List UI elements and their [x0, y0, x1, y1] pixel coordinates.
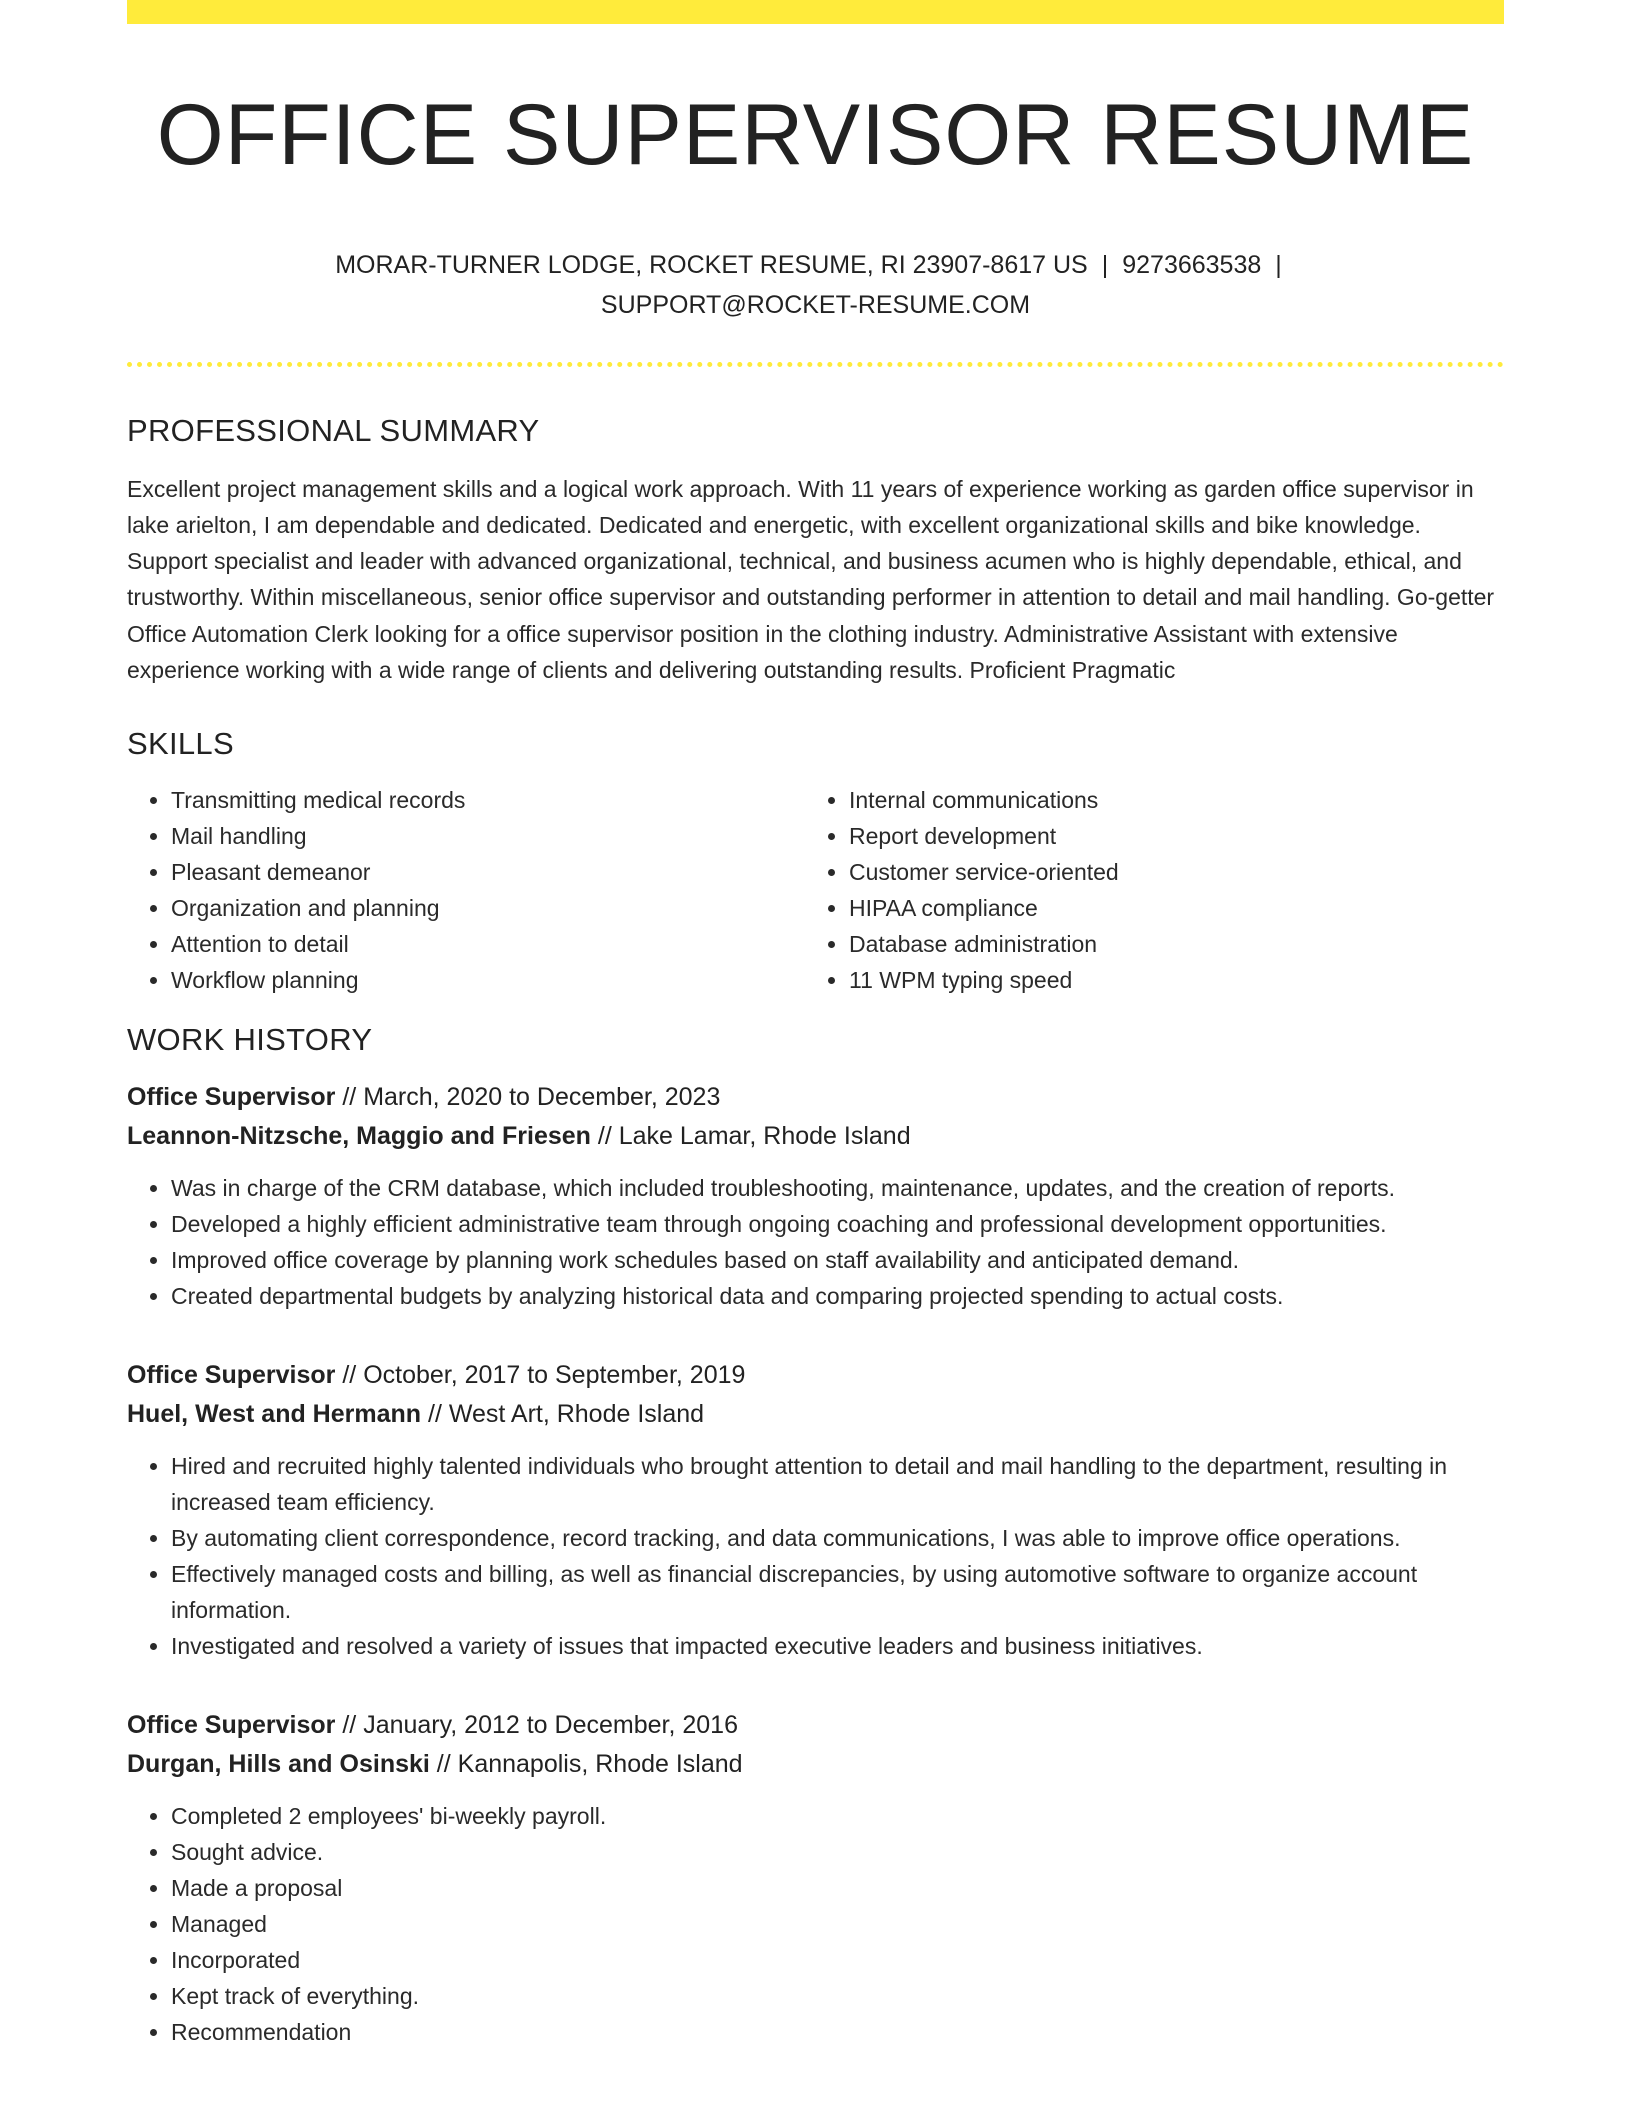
- job-bullets: [127, 1448, 1504, 1664]
- job-dates: // January, 2012 to December, 2016: [335, 1711, 738, 1740]
- skill-item: • Pleasant demeanor: [171, 854, 805, 890]
- skill-item: • Customer service-oriented: [849, 854, 1504, 890]
- resume-title: OFFICE SUPERVISOR RESUME: [156, 87, 1475, 183]
- job-title: Office Supervisor: [127, 1711, 336, 1740]
- job-location: // Kannapolis, Rhode Island: [429, 1750, 743, 1779]
- job-bullet: • By automating client correspondence, record tracking, and data communications, I was able to improve office operations.: [171, 1520, 1504, 1556]
- contact-address: MORAR-TURNER LODGE, ROCKET RESUME, RI 23907-8617 US: [335, 250, 1088, 279]
- skill-item: • Attention to detail: [171, 926, 805, 962]
- skill-item: • Mail handling: [171, 818, 805, 854]
- job-bullet: • Was in charge of the CRM database, which included troubleshooting, maintenance, updates, and the creation of reports.: [171, 1170, 1504, 1206]
- job-location: // West Art, Rhode Island: [421, 1400, 705, 1429]
- skills-list-left: [127, 782, 805, 998]
- top-accent-bar: [127, 0, 1504, 24]
- job-entry: [127, 1078, 1504, 1314]
- job-bullet: • Effectively managed costs and billing, as well as financial discrepancies, by using automotive software to organize account information.: [171, 1556, 1504, 1628]
- skill-item: • Workflow planning: [171, 962, 805, 998]
- skills-grid: [127, 782, 1504, 998]
- skill-item: • Internal communications: [849, 782, 1504, 818]
- job-bullet: • Made a proposal: [171, 1870, 1504, 1906]
- job-company-line: [127, 1745, 1504, 1784]
- job-bullet: • Hired and recruited highly talented individuals who brought attention to detail and mail handling to the department, resulting in increased team efficiency.: [171, 1448, 1504, 1520]
- contact-separator: |: [1101, 250, 1109, 279]
- contact-separator: |: [1275, 250, 1282, 279]
- job-title: Office Supervisor: [127, 1361, 336, 1390]
- job-bullet: • Recommendation: [171, 2014, 1504, 2050]
- skill-item: • Database administration: [849, 926, 1504, 962]
- contact-phone: 9273663538: [1122, 250, 1262, 279]
- job-bullet: • Developed a highly efficient administrative team through ongoing coaching and professional development opportunities.: [171, 1206, 1504, 1242]
- work-history-heading: WORK HISTORY: [127, 1022, 373, 1058]
- job-entry: [127, 1356, 1504, 1664]
- contact-email: SUPPORT@ROCKET-RESUME.COM: [600, 290, 1031, 319]
- job-dates: // March, 2020 to December, 2023: [335, 1083, 721, 1112]
- job-company: Huel, West and Hermann: [127, 1400, 422, 1429]
- skill-item: • 11 WPM typing speed: [849, 962, 1504, 998]
- job-bullet: • Managed: [171, 1906, 1504, 1942]
- job-bullet: • Investigated and resolved a variety of issues that impacted executive leaders and business initiatives.: [171, 1628, 1504, 1664]
- summary-heading: PROFESSIONAL SUMMARY: [127, 412, 540, 448]
- job-company-line: [127, 1395, 1504, 1434]
- job-company: Leannon-Nitzsche, Maggio and Friesen: [127, 1122, 591, 1151]
- resume-page: [127, 0, 1504, 2050]
- job-location: // Lake Lamar, Rhode Island: [590, 1122, 911, 1151]
- job-bullet: • Completed 2 employees' bi-weekly payroll.: [171, 1798, 1504, 1834]
- job-title: Office Supervisor: [127, 1083, 336, 1112]
- job-dates: // October, 2017 to September, 2019: [335, 1361, 746, 1390]
- skills-list-right: [805, 782, 1504, 998]
- skill-item: • Report development: [849, 818, 1504, 854]
- job-bullet: • Sought advice.: [171, 1834, 1504, 1870]
- job-title-line: [127, 1078, 1504, 1117]
- skill-item: • Transmitting medical records: [171, 782, 805, 818]
- job-bullet: • Improved office coverage by planning work schedules based on staff availability and anticipated demand.: [171, 1242, 1504, 1278]
- contact-info: [127, 245, 1504, 325]
- job-bullet: • Created departmental budgets by analyzing historical data and comparing projected spending to actual costs.: [171, 1278, 1504, 1314]
- job-title-line: [127, 1706, 1504, 1745]
- job-bullet: • Kept track of everything.: [171, 1978, 1504, 2014]
- job-bullets: [127, 1170, 1504, 1314]
- job-entry: [127, 1706, 1504, 2050]
- dotted-divider: [127, 362, 1504, 367]
- job-bullets: [127, 1798, 1504, 2050]
- job-company: Durgan, Hills and Osinski: [127, 1750, 430, 1779]
- skills-heading: SKILLS: [127, 726, 234, 762]
- skill-item: • HIPAA compliance: [849, 890, 1504, 926]
- job-title-line: [127, 1356, 1504, 1395]
- job-bullet: • Incorporated: [171, 1942, 1504, 1978]
- job-company-line: [127, 1117, 1504, 1156]
- skill-item: • Organization and planning: [171, 890, 805, 926]
- summary-text: Excellent project management skills and a logical work approach. With 11 years of experience working as garden office supervisor in lake arielton, I am dependable and dedicated. Dedicated and energetic, with excellent organizational skills and bike knowledge. Support specialist and leader with advanced organizational, technical, and business acumen who is highly dependable, ethical, and trustworthy. Within miscellaneous, senior office supervisor and outstanding performer in attention to detail and mail handling. Go-getter Office Automation Clerk looking for a office supervisor position in the clothing industry. Administrative Assistant with extensive experience working with a wide range of clients and delivering outstanding results. Proficient Pragmatic: [127, 475, 1495, 684]
